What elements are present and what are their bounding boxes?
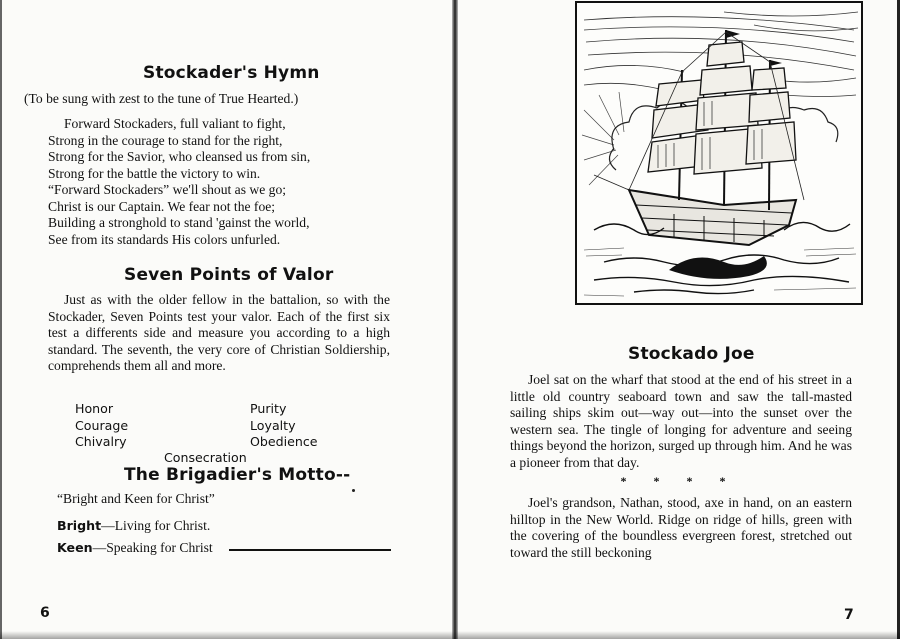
motto-bright-line (57, 518, 210, 534)
motto-quote: “Bright and Keen for Christ” (57, 491, 215, 506)
valor-title: Seven Points of Valor (124, 265, 334, 285)
hymn-line: “Forward Stockaders” we'll shout as we go; (48, 182, 287, 197)
story-paragraph-2: Joel's grandson, Nathan, stood, axe in hand, on an eastern hilltop in the New World. Ridge on ridge of hills, green with the covering of the boundless evergreen forest, stretched out toward the still beckoning (510, 495, 852, 560)
page-edge (0, 0, 2, 639)
story-title: Stockado Joe (628, 344, 755, 364)
hymn-subtitle: (To be sung with zest to the tune of True Hearted.) (24, 91, 299, 106)
hymn-line: Forward Stockaders, full valiant to fight, (64, 116, 286, 131)
page-bottom-shadow (0, 631, 900, 639)
motto-bright-text: —Living for Christ. (101, 518, 211, 533)
story-paragraph-1: Joel sat on the wharf that stood at the end of his street in a little old country seaboard town and saw the tall-masted sailing ships skim out—way out—into the sunset over the western sea. The tingle of longing for adventure and seeing things beyond the horizon, surged up through him. And he was a pioneer from that day. (510, 372, 852, 470)
motto-keen-label: Keen (57, 540, 93, 555)
valor-point: Loyalty (250, 417, 296, 433)
signature-rule (229, 549, 391, 551)
valor-points-left (75, 401, 128, 451)
valor-points-right (250, 401, 318, 451)
hymn-line: See from its standards His colors unfurled. (48, 231, 281, 247)
valor-seventh-point: Consecration (164, 450, 247, 465)
valor-point: Courage (75, 417, 129, 433)
valor-point: Chivalry (75, 434, 127, 449)
valor-point: Purity (250, 401, 287, 416)
motto-keen-text: —Speaking for Christ (92, 540, 213, 555)
hymn-lyrics (48, 116, 310, 248)
hymn-line: Strong for the Savior, who cleansed us from sin, (48, 149, 311, 164)
valor-paragraph: Just as with the older fellow in the battalion, so with the Stockader, Seven Points test your valor. Each of the first six test a differents side and measure you according to a high standard. The seventh, the very core of Christian Soldiership, comprehends them all and more. (48, 292, 390, 373)
hymn-line: Strong for the battle the victory to win. (48, 165, 261, 181)
ink-speck (352, 489, 355, 492)
valor-point: Obedience (250, 434, 318, 449)
valor-point: Honor (75, 401, 114, 416)
motto-bright-label: Bright (57, 518, 102, 533)
hymn-line: Christ is our Captain. We fear not the foe; (48, 198, 276, 214)
sailing-ship-illustration (574, 0, 864, 307)
section-separator: * * * * (620, 474, 738, 488)
right-page (458, 0, 900, 639)
hymn-title: Stockader's Hymn (143, 63, 320, 83)
hymn-line: Strong in the courage to stand for the right, (48, 132, 283, 148)
hymn-line: Building a stronghold to stand 'gainst the world, (48, 215, 310, 230)
motto-keen-line (57, 540, 213, 556)
page-number-right: 7 (844, 607, 854, 623)
page-number-left: 6 (40, 605, 50, 621)
motto-title: The Brigadier's Motto-- (124, 465, 351, 485)
